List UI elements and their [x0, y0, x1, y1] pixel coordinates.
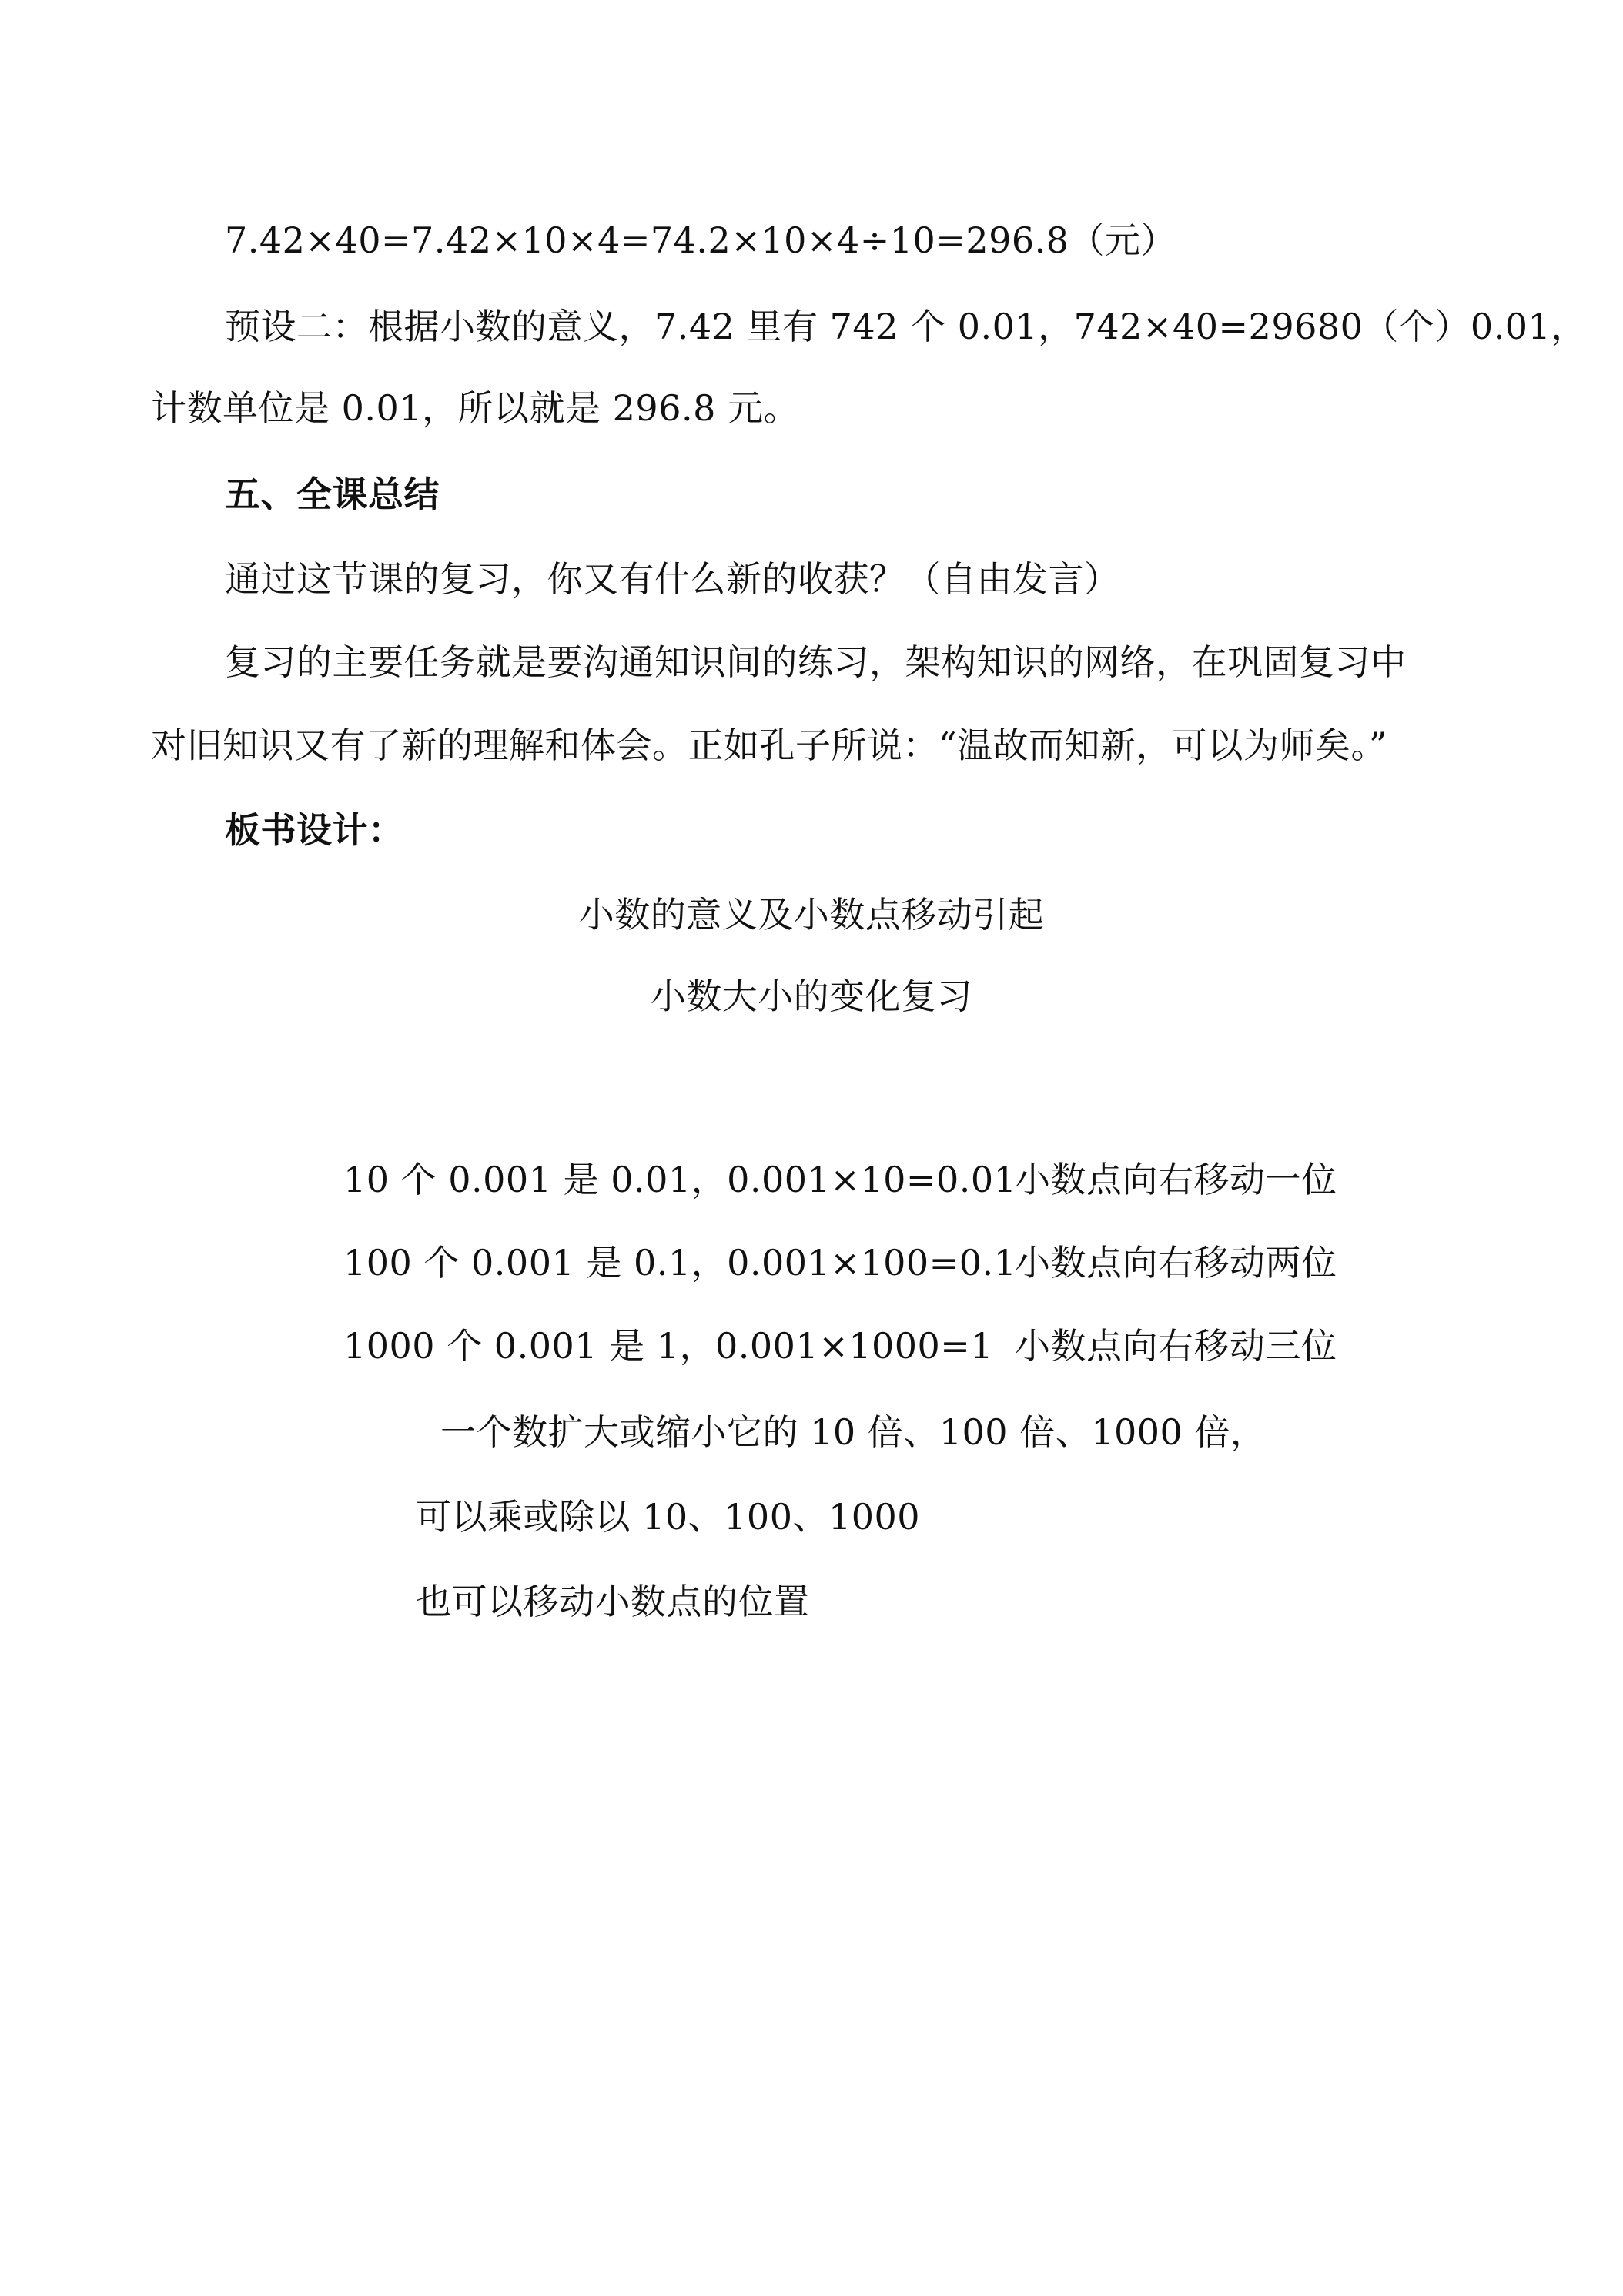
- board-design-heading: 板书设计：: [225, 809, 404, 851]
- board-row-1-equation: 10 个 0.001 是 0.01，0.001×10=0.01: [343, 1159, 1017, 1200]
- board-title-line-1: 小数的意义及小数点移动引起: [578, 894, 1045, 935]
- section-five-heading: 五、全课总结: [225, 474, 440, 515]
- preset-two-line-1: 预设二：根据小数的意义，7.42 里有 742 个 0.01，742×40=29680（个）0.01，: [225, 306, 1587, 347]
- summary-question: 通过这节课的复习，你又有什么新的收获？（自由发言）: [225, 558, 1120, 600]
- board-row-2-note: 小数点向右移动两位: [1015, 1242, 1337, 1284]
- board-row-3-equation: 1000 个 0.001 是 1，0.001×1000=1: [343, 1325, 994, 1367]
- board-conclusion-line-2: 可以乘或除以 10、100、1000: [416, 1496, 921, 1538]
- board-title-line-2: 小数大小的变化复习: [650, 976, 973, 1017]
- board-row-3-note: 小数点向右移动三位: [1015, 1325, 1337, 1367]
- board-row-2-equation: 100 个 0.001 是 0.1，0.001×100=0.1: [343, 1242, 1017, 1284]
- preset-two-line-2: 计数单位是 0.01，所以就是 296.8 元。: [151, 387, 799, 429]
- board-conclusion-line-1: 一个数扩大或缩小它的 10 倍、100 倍、1000 倍，: [440, 1411, 1267, 1453]
- summary-paragraph-line-2: 对旧知识又有了新的理解和体会。正如孔子所说：“温故而知新，可以为师矣。”: [151, 725, 1388, 766]
- board-conclusion-line-3: 也可以移动小数点的位置: [416, 1581, 810, 1622]
- board-row-1-note: 小数点向右移动一位: [1015, 1159, 1337, 1200]
- summary-paragraph-line-1: 复习的主要任务就是要沟通知识间的练习，架构知识的网络，在巩固复习中: [225, 641, 1407, 683]
- calculation-line: 7.42×40=7.42×10×4=74.2×10×4÷10=296.8（元）: [225, 219, 1177, 261]
